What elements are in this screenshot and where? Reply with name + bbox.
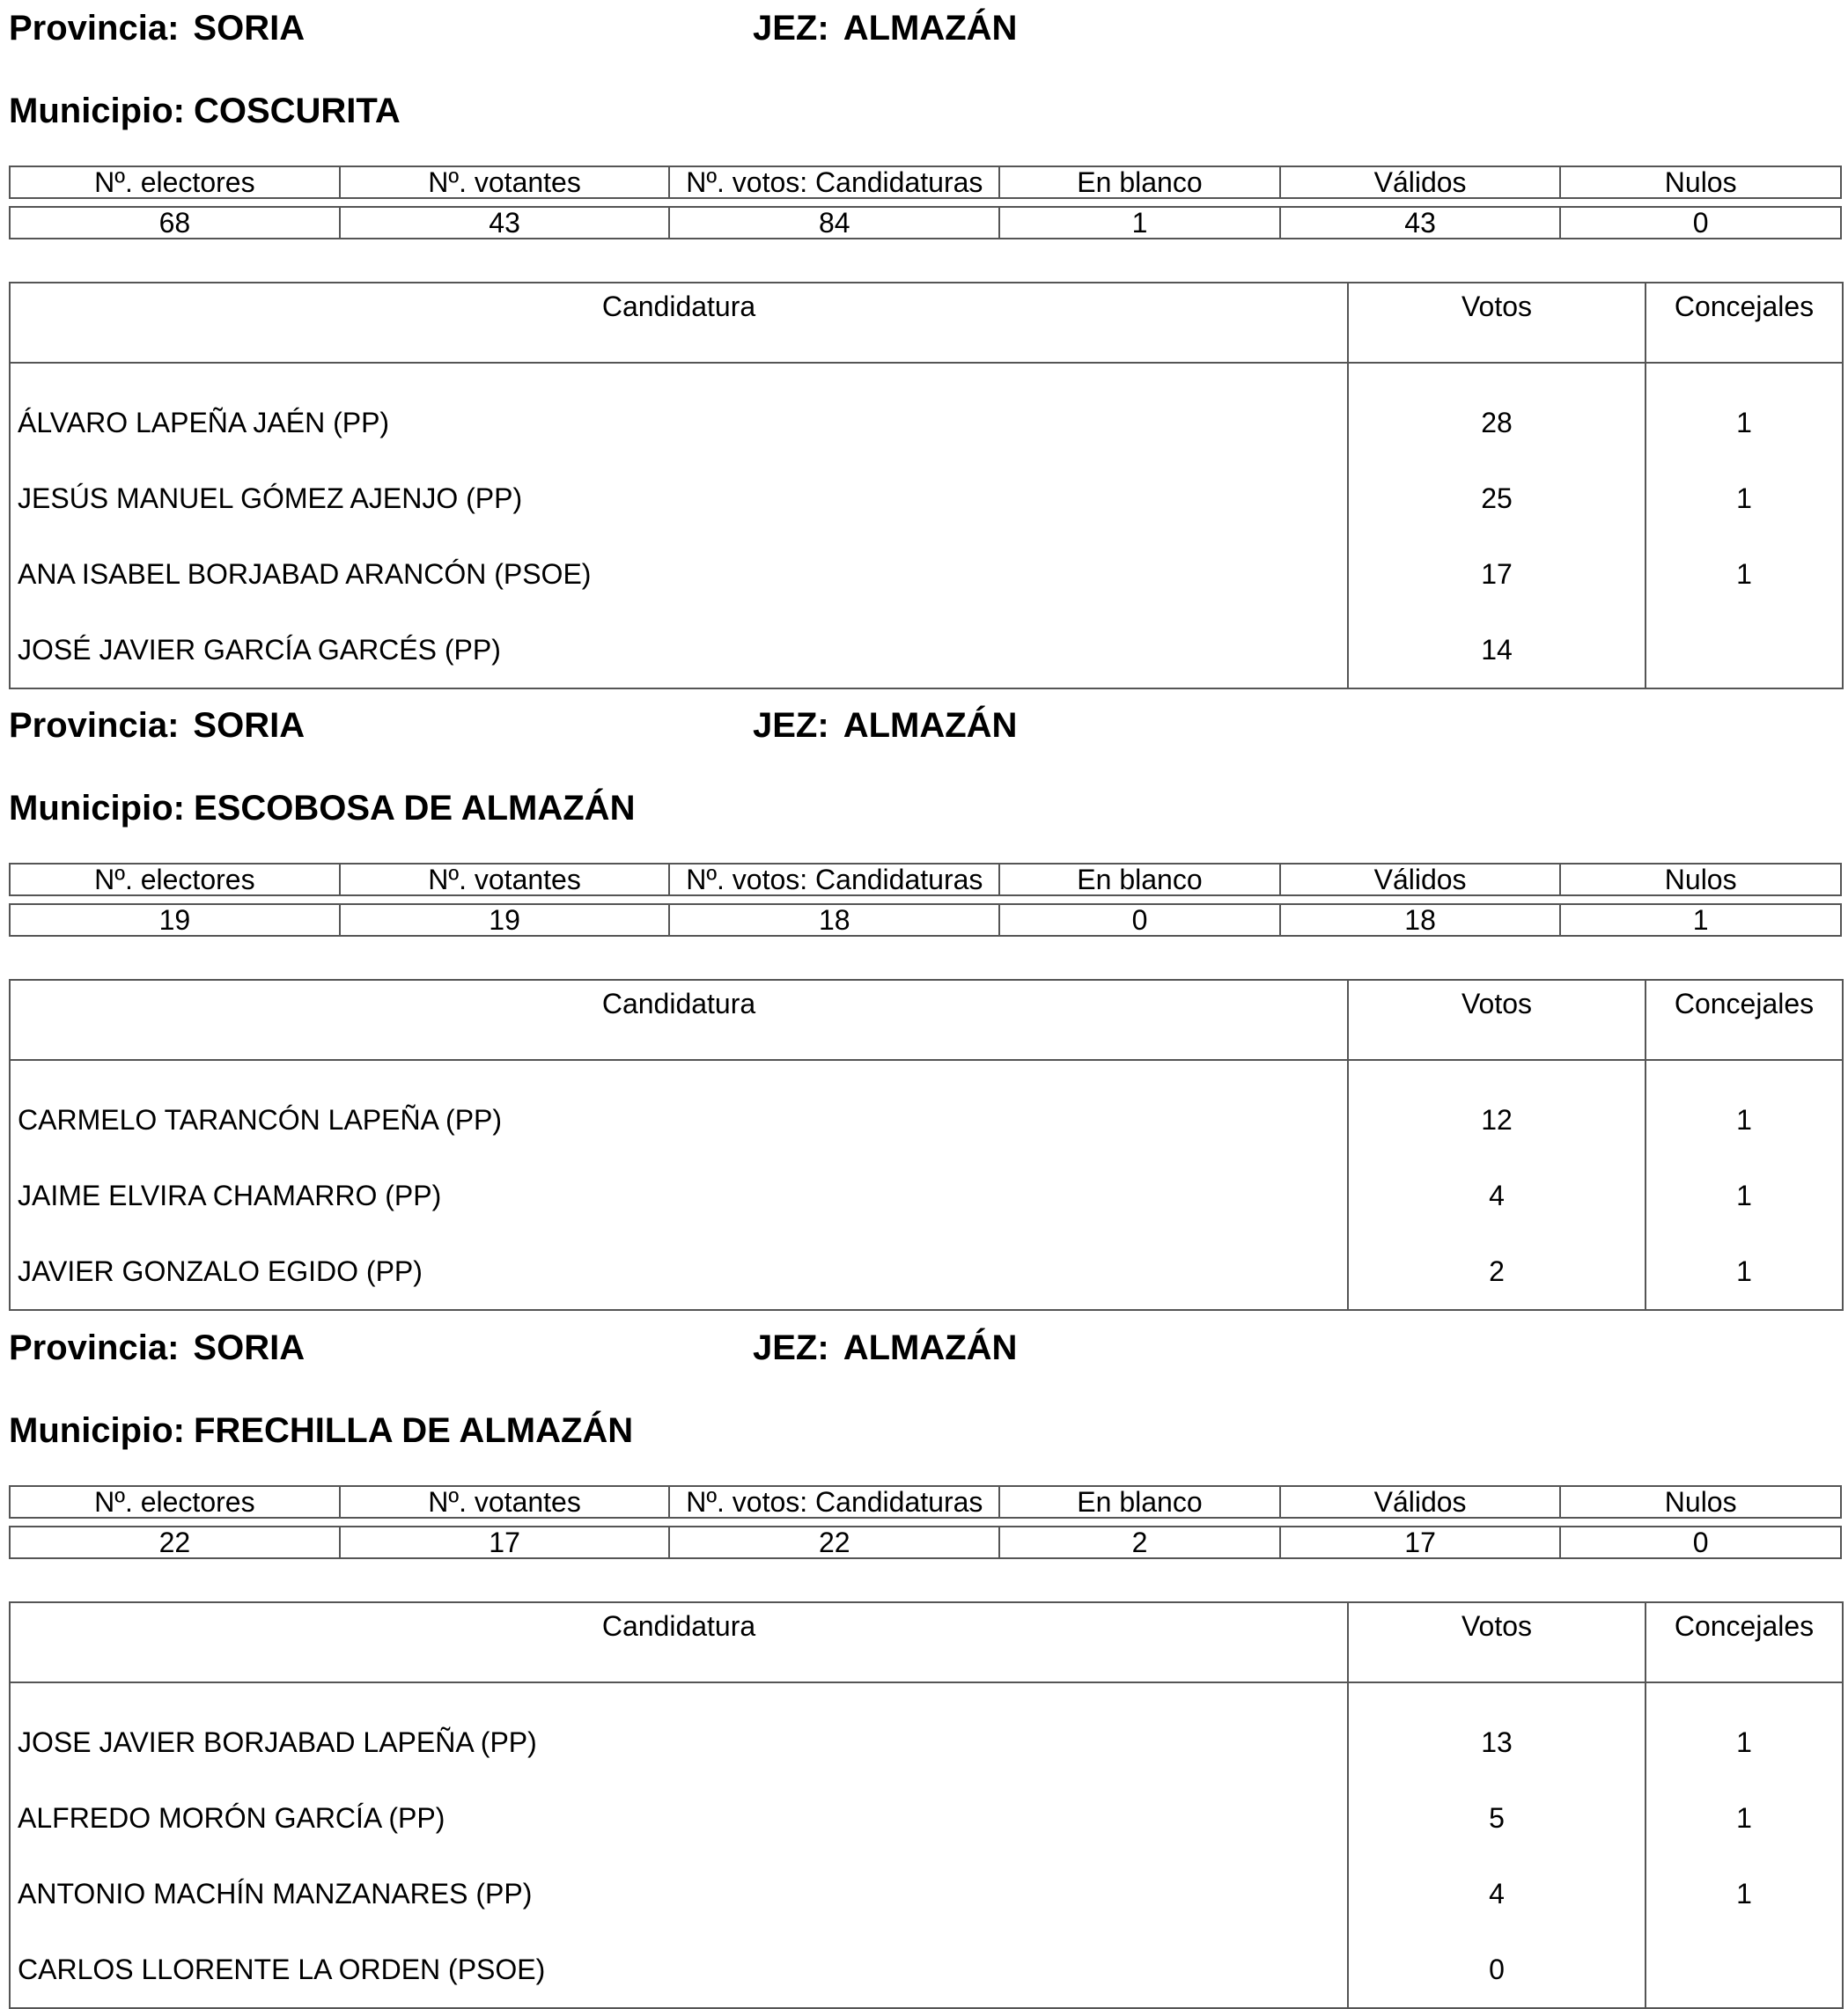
provincia-label: Provincia: bbox=[9, 1328, 180, 1367]
candidates-header-cell: Concejales bbox=[1646, 1602, 1843, 1682]
candidate-votes: 12 bbox=[1348, 1060, 1646, 1158]
candidate-name: JAIME ELVIRA CHAMARRO (PP) bbox=[10, 1158, 1348, 1233]
candidate-councillors bbox=[1646, 1932, 1843, 2008]
jez-label: JEZ: bbox=[753, 706, 829, 745]
candidates-header-cell: Votos bbox=[1348, 1602, 1646, 1682]
candidate-councillors: 1 bbox=[1646, 1856, 1843, 1932]
candidate-name: JOSÉ JAVIER GARCÍA GARCÉS (PP) bbox=[10, 612, 1348, 688]
candidate-name: CARLOS LLORENTE LA ORDEN (PSOE) bbox=[10, 1932, 1348, 2008]
candidate-row bbox=[10, 1780, 1843, 1856]
summary-values-row bbox=[10, 904, 1841, 936]
summary-value-cell: 1 bbox=[1560, 904, 1841, 936]
summary-values-row bbox=[10, 1527, 1841, 1558]
candidate-row bbox=[10, 460, 1843, 536]
provincia-label: Provincia: bbox=[9, 706, 180, 745]
summary-header-cell: Nº. votantes bbox=[340, 1486, 670, 1518]
candidates-header-cell: Votos bbox=[1348, 980, 1646, 1060]
provincia-heading bbox=[9, 11, 305, 46]
candidate-row bbox=[10, 1233, 1843, 1310]
jez-value: ALMAZÁN bbox=[843, 706, 1018, 745]
municipality-section bbox=[0, 697, 1848, 1366]
summary-header-cell: Nº. votos: Candidaturas bbox=[669, 166, 999, 198]
summary-values-row bbox=[10, 207, 1841, 239]
municipality-section bbox=[0, 1320, 1848, 1989]
summary-header-cell: Nº. electores bbox=[10, 864, 340, 895]
municipio-heading bbox=[9, 93, 401, 129]
summary-header-cell: Nulos bbox=[1560, 864, 1841, 895]
jez-heading bbox=[753, 11, 1017, 46]
summary-value-cell: 0 bbox=[1560, 207, 1841, 239]
summary-header-cell: En blanco bbox=[999, 864, 1280, 895]
provincia-heading bbox=[9, 1330, 305, 1365]
candidates-table bbox=[9, 979, 1844, 1311]
jez-value: ALMAZÁN bbox=[843, 9, 1018, 48]
candidate-name: ALFREDO MORÓN GARCÍA (PP) bbox=[10, 1780, 1348, 1856]
candidates-header-row bbox=[10, 980, 1843, 1060]
jez-heading bbox=[753, 1330, 1017, 1365]
summary-header-cell: Nulos bbox=[1560, 166, 1841, 198]
summary-header-row bbox=[10, 1486, 1841, 1518]
municipio-value: ESCOBOSA DE ALMAZÁN bbox=[193, 789, 636, 828]
candidate-councillors: 1 bbox=[1646, 1158, 1843, 1233]
candidates-table bbox=[9, 1601, 1844, 2009]
summary-value-cell: 17 bbox=[340, 1527, 670, 1558]
candidate-row bbox=[10, 363, 1843, 460]
candidate-row bbox=[10, 536, 1843, 612]
candidate-name: JOSE JAVIER BORJABAD LAPEÑA (PP) bbox=[10, 1682, 1348, 1780]
summary-header-row bbox=[10, 166, 1841, 198]
summary-header-cell: En blanco bbox=[999, 1486, 1280, 1518]
candidate-votes: 14 bbox=[1348, 612, 1646, 688]
summary-value-cell: 0 bbox=[999, 904, 1280, 936]
municipio-label: Municipio: bbox=[9, 1411, 185, 1450]
candidate-name: CARMELO TARANCÓN LAPEÑA (PP) bbox=[10, 1060, 1348, 1158]
summary-value-cell: 1 bbox=[999, 207, 1280, 239]
candidate-row bbox=[10, 1060, 1843, 1158]
summary-value-cell: 2 bbox=[999, 1527, 1280, 1558]
candidate-votes: 25 bbox=[1348, 460, 1646, 536]
candidate-councillors: 1 bbox=[1646, 536, 1843, 612]
summary-table bbox=[9, 863, 1842, 937]
candidates-header-cell: Votos bbox=[1348, 283, 1646, 363]
summary-value-cell: 84 bbox=[669, 207, 999, 239]
summary-value-cell: 43 bbox=[340, 207, 670, 239]
candidates-header-row bbox=[10, 1602, 1843, 1682]
municipio-heading bbox=[9, 791, 635, 826]
municipio-heading bbox=[9, 1413, 633, 1448]
summary-value-cell: 18 bbox=[1280, 904, 1561, 936]
candidates-header-cell: Concejales bbox=[1646, 980, 1843, 1060]
municipio-value: COSCURITA bbox=[193, 92, 401, 130]
candidate-councillors: 1 bbox=[1646, 1682, 1843, 1780]
candidate-row bbox=[10, 1932, 1843, 2008]
provincia-heading bbox=[9, 708, 305, 743]
summary-header-cell: Nº. votos: Candidaturas bbox=[669, 1486, 999, 1518]
candidate-row bbox=[10, 612, 1843, 688]
jez-label: JEZ: bbox=[753, 9, 829, 48]
candidates-header-row bbox=[10, 283, 1843, 363]
summary-header-cell: Nº. votantes bbox=[340, 864, 670, 895]
summary-value-cell: 19 bbox=[10, 904, 340, 936]
provincia-label: Provincia: bbox=[9, 9, 180, 48]
candidate-votes: 4 bbox=[1348, 1158, 1646, 1233]
candidate-councillors: 1 bbox=[1646, 1233, 1843, 1310]
candidate-name: ANA ISABEL BORJABAD ARANCÓN (PSOE) bbox=[10, 536, 1348, 612]
provincia-value: SORIA bbox=[193, 706, 306, 745]
summary-header-cell: Válidos bbox=[1280, 864, 1561, 895]
candidate-name: ÁLVARO LAPEÑA JAÉN (PP) bbox=[10, 363, 1348, 460]
summary-header-cell: En blanco bbox=[999, 166, 1280, 198]
candidates-header-cell: Concejales bbox=[1646, 283, 1843, 363]
municipality-section bbox=[0, 0, 1848, 669]
summary-header-cell: Nº. votos: Candidaturas bbox=[669, 864, 999, 895]
municipio-value: FRECHILLA DE ALMAZÁN bbox=[193, 1411, 634, 1450]
candidate-name: ANTONIO MACHÍN MANZANARES (PP) bbox=[10, 1856, 1348, 1932]
summary-header-cell: Válidos bbox=[1280, 166, 1561, 198]
jez-value: ALMAZÁN bbox=[843, 1328, 1018, 1367]
candidate-row bbox=[10, 1158, 1843, 1233]
summary-value-cell: 19 bbox=[340, 904, 670, 936]
candidates-table bbox=[9, 282, 1844, 689]
summary-value-cell: 22 bbox=[669, 1527, 999, 1558]
municipio-label: Municipio: bbox=[9, 789, 185, 828]
candidate-row bbox=[10, 1682, 1843, 1780]
jez-label: JEZ: bbox=[753, 1328, 829, 1367]
candidate-name: JAVIER GONZALO EGIDO (PP) bbox=[10, 1233, 1348, 1310]
municipio-label: Municipio: bbox=[9, 92, 185, 130]
summary-value-cell: 68 bbox=[10, 207, 340, 239]
summary-value-cell: 17 bbox=[1280, 1527, 1561, 1558]
candidate-row bbox=[10, 1856, 1843, 1932]
summary-table bbox=[9, 1485, 1842, 1559]
summary-header-cell: Nº. votantes bbox=[340, 166, 670, 198]
summary-header-row bbox=[10, 864, 1841, 895]
summary-value-cell: 0 bbox=[1560, 1527, 1841, 1558]
provincia-value: SORIA bbox=[193, 1328, 306, 1367]
summary-header-cell: Válidos bbox=[1280, 1486, 1561, 1518]
summary-header-cell: Nº. electores bbox=[10, 166, 340, 198]
summary-value-cell: 18 bbox=[669, 904, 999, 936]
provincia-value: SORIA bbox=[193, 9, 306, 48]
candidate-councillors: 1 bbox=[1646, 1780, 1843, 1856]
candidate-votes: 28 bbox=[1348, 363, 1646, 460]
candidate-name: JESÚS MANUEL GÓMEZ AJENJO (PP) bbox=[10, 460, 1348, 536]
candidates-header-cell: Candidatura bbox=[10, 980, 1348, 1060]
summary-value-cell: 22 bbox=[10, 1527, 340, 1558]
candidate-councillors: 1 bbox=[1646, 1060, 1843, 1158]
candidate-votes: 5 bbox=[1348, 1780, 1646, 1856]
summary-table bbox=[9, 166, 1842, 239]
candidates-header-cell: Candidatura bbox=[10, 1602, 1348, 1682]
candidate-votes: 17 bbox=[1348, 536, 1646, 612]
candidate-votes: 2 bbox=[1348, 1233, 1646, 1310]
jez-heading bbox=[753, 708, 1017, 743]
candidate-councillors: 1 bbox=[1646, 363, 1843, 460]
summary-header-cell: Nº. electores bbox=[10, 1486, 340, 1518]
candidate-votes: 0 bbox=[1348, 1932, 1646, 2008]
candidates-header-cell: Candidatura bbox=[10, 283, 1348, 363]
candidate-votes: 4 bbox=[1348, 1856, 1646, 1932]
candidate-councillors: 1 bbox=[1646, 460, 1843, 536]
candidate-votes: 13 bbox=[1348, 1682, 1646, 1780]
summary-header-cell: Nulos bbox=[1560, 1486, 1841, 1518]
candidate-councillors bbox=[1646, 612, 1843, 688]
summary-value-cell: 43 bbox=[1280, 207, 1561, 239]
